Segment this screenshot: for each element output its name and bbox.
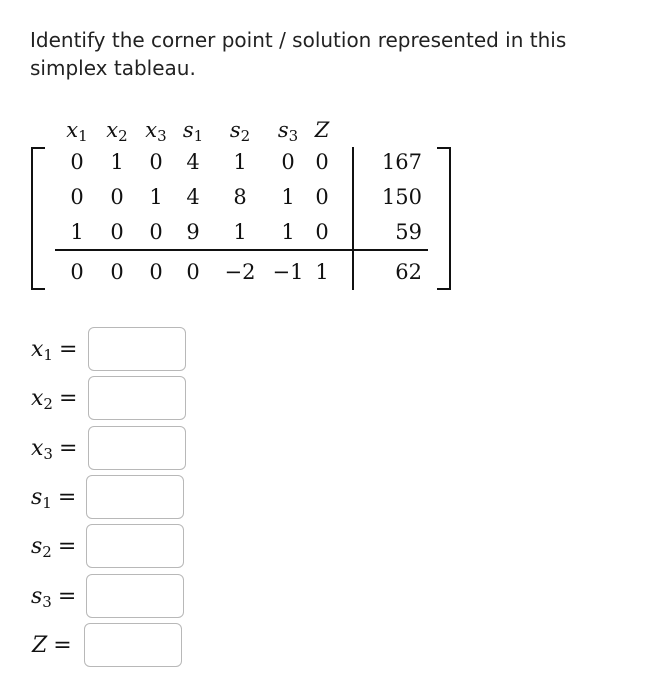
variable-symbol: s (31, 584, 43, 609)
simplex-tableau (0, 0, 665, 310)
tableau-cell: 0 (149, 220, 163, 244)
variable-subscript: 1 (42, 494, 52, 512)
tableau-rhs-value: 150 (381, 185, 422, 209)
tableau-cell: 0 (70, 260, 84, 284)
column-header-x3-symbol: x (145, 118, 158, 142)
equals-sign: = (57, 534, 77, 559)
column-header-s3-symbol: s (277, 118, 289, 142)
tableau-cell: 0 (315, 220, 329, 244)
tableau-cell: 0 (110, 260, 124, 284)
equals-sign: = (58, 386, 78, 411)
variable-subscript: 3 (42, 593, 52, 611)
equals-sign: = (58, 337, 78, 362)
answer-input-x1[interactable] (88, 327, 186, 371)
column-header-s2 (230, 118, 250, 148)
variable-symbol: Z (32, 633, 48, 658)
answer-row-s2 (0, 524, 260, 570)
column-header-Z (315, 118, 330, 142)
tableau-cell: −1 (272, 260, 304, 284)
tableau-cell: −2 (224, 260, 256, 284)
answer-input-x3[interactable] (88, 426, 186, 470)
answer-row-s3 (0, 574, 260, 620)
tableau-cell: 4 (186, 185, 200, 209)
column-header-s2-subscript: 2 (240, 127, 251, 145)
answer-row-x3 (0, 426, 260, 472)
answer-label-s1 (31, 485, 76, 512)
answer-input-s2[interactable] (86, 524, 184, 568)
column-header-s1-symbol: s (182, 118, 194, 142)
column-header-x1 (66, 118, 87, 148)
objective-row-divider-line (55, 249, 428, 251)
answer-row-x2 (0, 376, 260, 422)
variable-symbol: s (31, 534, 43, 559)
answer-input-s3[interactable] (86, 574, 184, 618)
tableau-rhs-value: 62 (395, 260, 422, 284)
variable-symbol: x (31, 436, 44, 461)
tableau-cell: 1 (70, 220, 84, 244)
equals-sign: = (53, 633, 72, 658)
variable-symbol: s (31, 485, 43, 510)
answer-label-s3 (31, 584, 76, 611)
answer-row-s1 (0, 475, 260, 521)
variable-symbol: x (31, 337, 44, 362)
tableau-cell: 1 (149, 185, 163, 209)
tableau-cell: 0 (149, 260, 163, 284)
tableau-cell: 0 (110, 220, 124, 244)
answer-input-x2[interactable] (88, 376, 186, 420)
column-header-x3 (145, 118, 166, 148)
tableau-cell: 0 (281, 150, 295, 174)
equals-sign: = (58, 436, 78, 461)
tableau-cell: 0 (315, 185, 329, 209)
tableau-cell: 1 (281, 220, 295, 244)
question-text: Identify the corner point / solution represented in this simplex tableau. (30, 28, 567, 80)
equals-sign: = (57, 584, 77, 609)
matrix-left-bracket (31, 147, 45, 290)
variable-subscript: 1 (43, 346, 53, 364)
column-header-s3 (278, 118, 298, 148)
tableau-cell: 0 (110, 185, 124, 209)
variable-subscript: 2 (43, 395, 53, 413)
column-header-s3-subscript: 3 (288, 127, 299, 145)
answer-row-Z (0, 623, 260, 669)
column-header-s2-symbol: s (229, 118, 241, 142)
answer-label-x2 (31, 386, 77, 413)
column-header-Z-symbol: Z (314, 118, 330, 142)
tableau-cell: 1 (281, 185, 295, 209)
tableau-cell: 0 (315, 150, 329, 174)
column-header-x2-symbol: x (106, 118, 119, 142)
column-header-x2 (106, 118, 127, 148)
tableau-cell: 0 (70, 150, 84, 174)
tableau-cell: 8 (233, 185, 247, 209)
answer-label-x3 (31, 436, 77, 463)
column-header-x3-subscript: 3 (157, 127, 167, 145)
tableau-cell: 1 (233, 220, 247, 244)
variable-subscript: 3 (43, 445, 53, 463)
tableau-cell: 1 (233, 150, 247, 174)
tableau-cell: 9 (186, 220, 200, 244)
answer-label-s2 (31, 534, 76, 561)
column-header-x2-subscript: 2 (118, 127, 128, 145)
column-header-x1-symbol: x (66, 118, 79, 142)
tableau-cell: 4 (186, 150, 200, 174)
equals-sign: = (57, 485, 77, 510)
tableau-cell: 1 (315, 260, 329, 284)
column-header-x1-subscript: 1 (78, 127, 88, 145)
tableau-cell: 0 (186, 260, 200, 284)
tableau-rhs-value: 59 (395, 220, 422, 244)
tableau-cell: 0 (149, 150, 163, 174)
answer-row-x1 (0, 327, 260, 373)
variable-symbol: x (31, 386, 44, 411)
variable-subscript: 2 (42, 543, 52, 561)
tableau-rhs-value: 167 (381, 150, 422, 174)
answer-input-s1[interactable] (86, 475, 184, 519)
matrix-right-bracket (437, 147, 451, 290)
answer-label-Z (32, 633, 72, 658)
answer-input-Z[interactable] (84, 623, 182, 667)
augmented-divider-line (352, 147, 354, 290)
answer-label-x1 (31, 337, 77, 364)
column-header-s1 (183, 118, 203, 148)
tableau-cell: 0 (70, 185, 84, 209)
column-header-s1-subscript: 1 (193, 127, 204, 145)
tableau-cell: 1 (110, 150, 124, 174)
